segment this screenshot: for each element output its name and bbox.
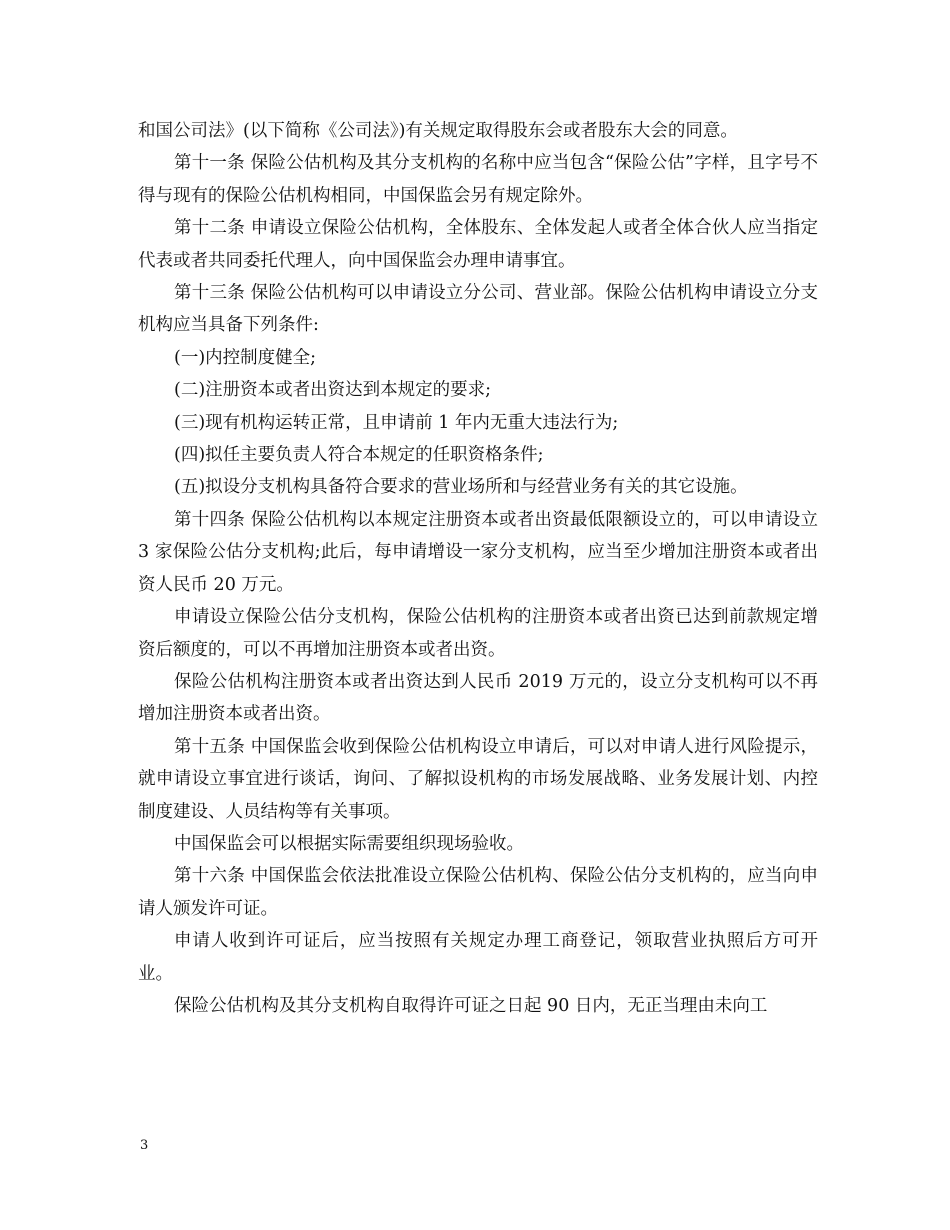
condition-5: (五)拟设分支机构具备符合要求的营业场所和与经营业务有关的其它设施。 xyxy=(174,477,748,498)
article-15-para-2: 中国保监会可以根据实际需要组织现场验收。 xyxy=(174,833,524,854)
condition-1: (一)内控制度健全; xyxy=(174,347,317,368)
article-16-para-3: 保险公估机构及其分支机构自取得许可证之日起 90 日内，无正当理由未向工 xyxy=(174,995,768,1016)
condition-3: (三)现有机构运转正常，且申请前 1 年内无重大违法行为; xyxy=(174,412,619,433)
article-16-para-2: 申请人收到许可证后，应当按照有关规定办理工商登记，领取营业执照后方可开业。 xyxy=(138,931,818,984)
article-11: 第十一条 保险公估机构及其分支机构的名称中应当包含“保险公估”字样，且字号不得与现有的保险公估机构相同，中国保监会另有规定除外。 xyxy=(138,153,818,206)
article-12: 第十二条 申请设立保险公估机构，全体股东、全体发起人或者全体合伙人应当指定代表或者共同委托代理人，向中国保监会办理申请事宜。 xyxy=(138,218,818,271)
article-14: 第十四条 保险公估机构以本规定注册资本或者出资最低限额设立的，可以申请设立 3 家保险公估分支机构;此后，每申请增设一家分支机构，应当至少增加注册资本或者出资人民币 20 万元。 xyxy=(138,509,818,595)
condition-2: (二)注册资本或者出资达到本规定的要求; xyxy=(174,380,492,401)
article-13: 第十三条 保险公估机构可以申请设立分公司、营业部。保险公估机构申请设立分支机构应当具备下列条件: xyxy=(138,283,818,336)
paragraph-continuation: 和国公司法》(以下简称《公司法》)有关规定取得股东会或者股东大会的同意。 xyxy=(138,121,738,141)
document-body xyxy=(138,115,818,1022)
condition-4: (四)拟任主要负责人符合本规定的任职资格条件; xyxy=(174,445,544,466)
page-number: 3 xyxy=(140,1138,149,1153)
article-14-para-3: 保险公估机构注册资本或者出资达到人民币 2019 万元的，设立分支机构可以不再增加注册资本或者出资。 xyxy=(138,671,818,725)
article-16: 第十六条 中国保监会依法批准设立保险公估机构、保险公估分支机构的，应当向申请人颁发许可证。 xyxy=(138,866,818,919)
article-14-para-2: 申请设立保险公估分支机构，保险公估机构的注册资本或者出资已达到前款规定增资后额度的，可以不再增加注册资本或者出资。 xyxy=(138,607,818,660)
article-15: 第十五条 中国保监会收到保险公估机构设立申请后，可以对申请人进行风险提示，就申请设立事宜进行谈话，询问、了解拟设机构的市场发展战略、业务发展计划、内控制度建设、人员结构等有关事项。 xyxy=(138,736,818,822)
